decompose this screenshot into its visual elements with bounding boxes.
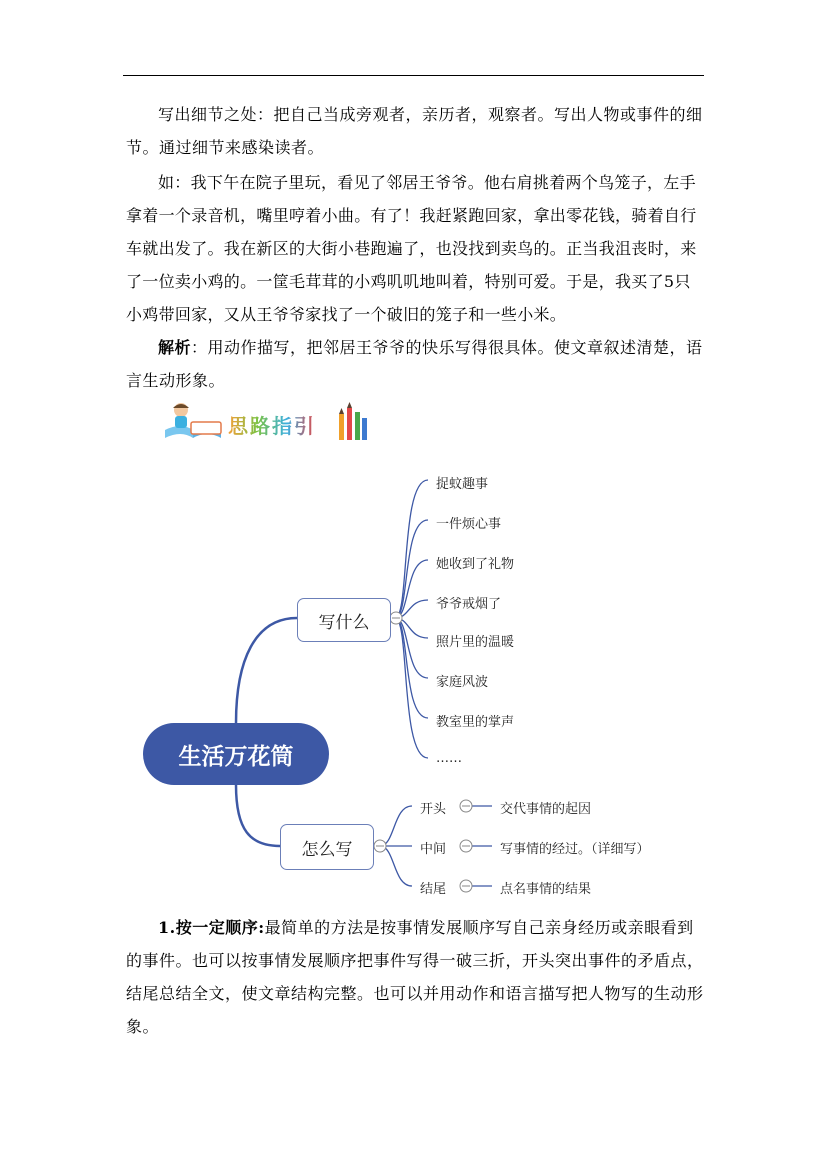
mindmap-branch-how: 怎么写 [280,824,374,870]
paragraph-example: 如：我下午在院子里玩，看见了邻居王爷爷。他右肩挑着两个鸟笼子，左手拿着一个录音机，嘴里哼着小曲。有了！我赶紧跑回家，拿出零花钱，骑着自行车就出发了。我在新区的大街小巷跑遍了，也没找到卖鸟的。正当我沮丧时，来了一位卖小鸡的。一筐毛茸茸的小鸡叽叽地叫着，特别可爱。于是，我买了5只小鸡带回家，又从王爷爷家找了一个破旧的笼子和一些小米。 [126,173,697,324]
topic-item: 捉蚊趣事 [436,477,489,492]
order-label: 1.按一定顺序: [158,918,265,937]
topic-item: 一件烦心事 [436,517,502,532]
step-label: 结尾 [420,882,447,897]
topic-item: 教室里的掌声 [436,715,515,730]
step-desc: 交代事情的起因 [500,802,592,817]
step-label: 开头 [420,802,447,817]
analysis-label: 解析 [158,338,192,357]
topic-item: 她收到了礼物 [436,557,515,572]
step-desc: 写事情的经过。（详细写） [500,842,650,857]
paragraph-order [126,911,706,1043]
mindmap-center-node: 生活万花筒 [143,723,329,785]
step-desc: 点名事情的结果 [500,882,592,897]
topic-item: 家庭风波 [436,675,489,690]
step-label: 中间 [420,842,447,857]
banner-title-text: 思路指引 [228,414,316,438]
topic-item: …… [436,751,462,766]
analysis-text: ：用动作描写，把邻居王爷爷的快乐写得很具体。使文章叙述清楚，语言生动形象。 [126,338,703,390]
topic-item: 爷爷戒烟了 [436,597,502,612]
order-text: 最简单的方法是按事情发展顺序写自己亲身经历或亲眼看到的事件。也可以按事情发展顺序把事件写得一破三折，开头突出事件的矛盾点，结尾总结全文，使文章结构完整。也可以并用动作和语言描写把人物写的生动形象。 [126,918,704,1036]
paragraph-details: 写出细节之处：把自己当成旁观者，亲历者，观察者。写出人物或事件的细节。通过细节来感染读者。 [126,105,703,157]
mindmap-branch-what: 写什么 [297,598,391,642]
topic-item: 照片里的温暖 [436,635,515,650]
